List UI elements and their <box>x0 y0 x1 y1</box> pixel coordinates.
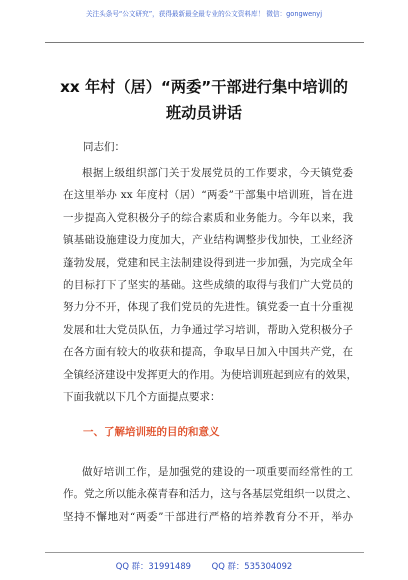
paragraph-line: 镇基础设施建设力度加大，产业结构调整步伐加快，工业经济 <box>63 234 353 247</box>
paragraph-line: 在这里举办 xx 年度村（居）“两委”干部集中培训班，旨在进 <box>63 189 353 202</box>
paragraph-line: 坚持不懈地对“两委”干部进行严格的培养教育分不开，举办 <box>63 510 353 523</box>
paragraph-line: 下面我就以下几个方面提点要求： <box>63 390 221 403</box>
paragraph-1 <box>63 162 357 408</box>
banner-divider <box>45 42 364 43</box>
paragraph-line: 做好培训工作，是加强党的建设的一项重要而经常性的工 <box>82 466 353 478</box>
footer-divider <box>45 552 364 553</box>
title-line-1: xx 年村（居）“两委”干部进行集中培训的 <box>60 78 348 96</box>
paragraph-line: 的目标打下了坚实的基础。这些成绩的取得与我们广大党员的 <box>63 278 353 291</box>
footer-qq-group-1: QQ 群：31991489 <box>115 561 191 571</box>
paragraph-line: 作。党之所以能永葆青春和活力，这与各基层党组织一以贯之、 <box>63 488 357 501</box>
footer-qq-group-2: QQ 群：535304092 <box>211 561 293 571</box>
title-line-2: 班动员讲话 <box>166 104 242 122</box>
section-heading-1: 一、了解培训班的目的和意义 <box>83 426 220 438</box>
paragraph-line: 一步提高入党积极分子的综合素质和业务能力。今年以来，我 <box>63 211 353 224</box>
paragraph-line: 蓬勃发展，党建和民主法制建设得到进一步加强，为完成全年 <box>63 256 353 269</box>
paragraph-line: 根据上级组织部门关于发展党员的工作要求，今天镇党委 <box>82 167 353 179</box>
paragraph-line: 努力分不开，体现了我们党员的先进性。镇党委一直十分重视 <box>63 301 353 314</box>
salutation: 同志们： <box>83 141 125 153</box>
paragraph-line: 在各方面有较大的收获和提高，争取早日加入中国共产党，在 <box>63 346 353 359</box>
footer <box>40 560 368 572</box>
paragraph-line: 发展和壮大党员队伍，力争通过学习培训，帮助入党积极分子 <box>63 323 353 336</box>
paragraph-2 <box>63 461 357 528</box>
top-banner: 关注头条号“公文研究”，获得最新最全最专业的公文资料库！ 微信：gongwenyj <box>85 10 323 18</box>
document-title <box>40 74 368 126</box>
paragraph-line: 全镇经济建设中发挥更大的作用。为使培训班起到应有的效果， <box>63 368 357 381</box>
